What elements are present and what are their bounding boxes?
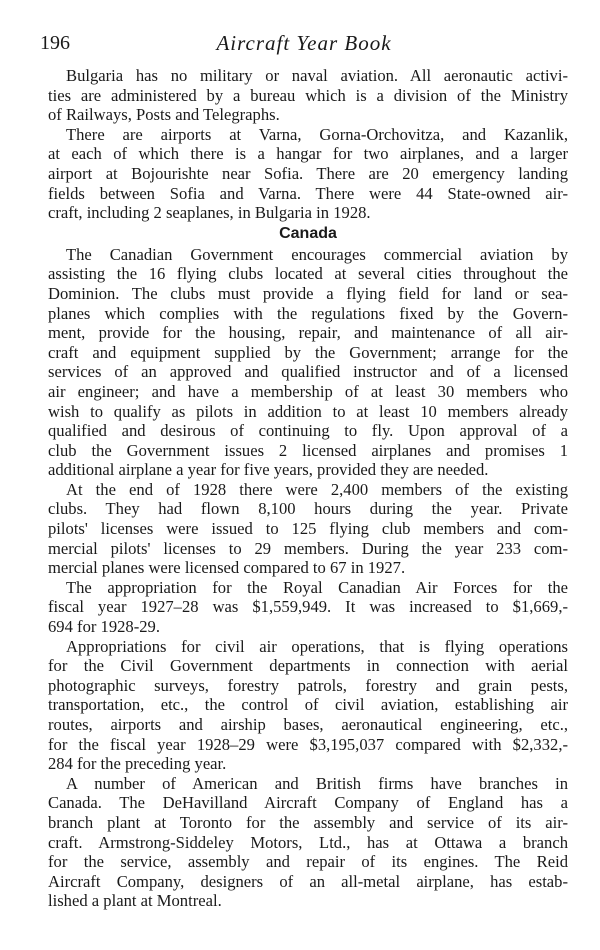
text-line: fiscal year 1927–28 was $1,559,949. It was increased to $1,669,- bbox=[48, 597, 568, 617]
text-line: Aircraft Company, designers of an all-metal airplane, has estab- bbox=[48, 871, 568, 891]
text-line: lished a plant at Montreal. bbox=[48, 891, 222, 911]
text-line: air engineer; and have a membership of at least 30 members who bbox=[48, 381, 568, 401]
text-line: mercial pilots' licenses to 29 members. During the year 233 com- bbox=[48, 538, 568, 558]
text-line: Appropriations for civil air operations, that is flying operations bbox=[66, 636, 568, 656]
text-line: Canada. The DeHavilland Aircraft Company of England has a bbox=[48, 793, 568, 813]
text-line: Bulgaria has no military or naval aviation. All aeronautic activi- bbox=[66, 66, 568, 85]
text-line: A number of American and British firms have branches in bbox=[66, 773, 568, 793]
section-heading-canada: Canada bbox=[279, 224, 337, 242]
paragraph-canada-5 bbox=[48, 774, 568, 911]
text-line: wish to qualify as pilots in addition to at least 10 members already bbox=[48, 401, 568, 421]
text-line: of Railways, Posts and Telegraphs. bbox=[48, 105, 280, 125]
text-line: Dominion. The clubs must provide a flying field for land or sea- bbox=[48, 283, 568, 303]
text-line: planes which complies with the regulations fixed by the Govern- bbox=[48, 303, 568, 323]
paragraph-canada-4 bbox=[48, 637, 568, 774]
paragraph-canada-2 bbox=[48, 480, 568, 578]
text-line: routes, airports and airship bases, aeronautical engineering, etc., bbox=[48, 715, 568, 734]
text-line: fields between Sofia and Varna. There were 44 State-owned air- bbox=[48, 183, 568, 203]
paragraph-canada-3 bbox=[48, 578, 568, 637]
running-head bbox=[40, 30, 568, 56]
text-line: for the service, assembly and repair of its engines. The Reid bbox=[48, 852, 568, 872]
text-line: clubs. They had flown 8,100 hours during the year. Private bbox=[48, 499, 568, 519]
body-text bbox=[48, 66, 568, 911]
text-line: ment, provide for the housing, repair, and maintenance of all air- bbox=[48, 323, 568, 343]
text-line: The Canadian Government encourages commercial aviation by bbox=[66, 244, 568, 264]
text-line: craft and equipment supplied by the Government; arrange for the bbox=[48, 342, 568, 362]
text-line: ties are administered by a bureau which is a division of the Ministry bbox=[48, 85, 568, 105]
running-title: Aircraft Year Book bbox=[216, 31, 392, 55]
paragraph-bulgaria-1 bbox=[48, 66, 568, 125]
page-number: 196 bbox=[40, 32, 70, 54]
text-line: craft, including 2 seaplanes, in Bulgaria in 1928. bbox=[48, 203, 371, 223]
text-line: services of an approved and qualified instructor and of a licensed bbox=[48, 362, 568, 382]
text-line: for the Civil Government departments in connection with aerial bbox=[48, 656, 568, 676]
text-line: additional airplane a year for five years, provided they are needed. bbox=[48, 460, 489, 480]
text-line: assisting the 16 flying clubs located at several cities throughout the bbox=[48, 264, 568, 284]
text-line: transportation, etc., the control of civil aviation, establishing air bbox=[48, 695, 568, 715]
text-line: craft. Armstrong-Siddeley Motors, Ltd., has at Ottawa a branch bbox=[48, 832, 568, 852]
text-line: pilots' licenses were issued to 125 flying club members and com- bbox=[48, 519, 568, 539]
text-line: There are airports at Varna, Gorna-Orchovitza, and Kazanlik, bbox=[66, 124, 568, 144]
text-line: 694 for 1928-29. bbox=[48, 617, 160, 637]
paragraph-bulgaria-2 bbox=[48, 125, 568, 223]
text-line: branch plant at Toronto for the assembly and service of its air- bbox=[48, 812, 568, 832]
text-line: airport at Bojourishte near Sofia. There are 20 emergency landing bbox=[48, 163, 568, 183]
text-line: The appropriation for the Royal Canadian Air Forces for the bbox=[66, 577, 568, 597]
text-line: for the fiscal year 1928–29 were $3,195,037 compared with $2,332,- bbox=[48, 734, 568, 754]
text-line: At the end of 1928 there were 2,400 members of the existing bbox=[66, 479, 568, 499]
text-line: club the Government issues 2 licensed airplanes and promises 1 bbox=[48, 440, 568, 460]
paragraph-canada-1 bbox=[48, 245, 568, 480]
text-line: photographic surveys, forestry patrols, forestry and grain pests, bbox=[48, 675, 568, 695]
text-line: 284 for the preceding year. bbox=[48, 754, 227, 774]
text-line: at each of which there is a hangar for two airplanes, and a larger bbox=[48, 144, 568, 164]
text-line: qualified and desirous of continuing to fly. Upon approval of a bbox=[48, 421, 568, 441]
text-line: mercial planes were licensed compared to 67 in 1927. bbox=[48, 558, 406, 578]
